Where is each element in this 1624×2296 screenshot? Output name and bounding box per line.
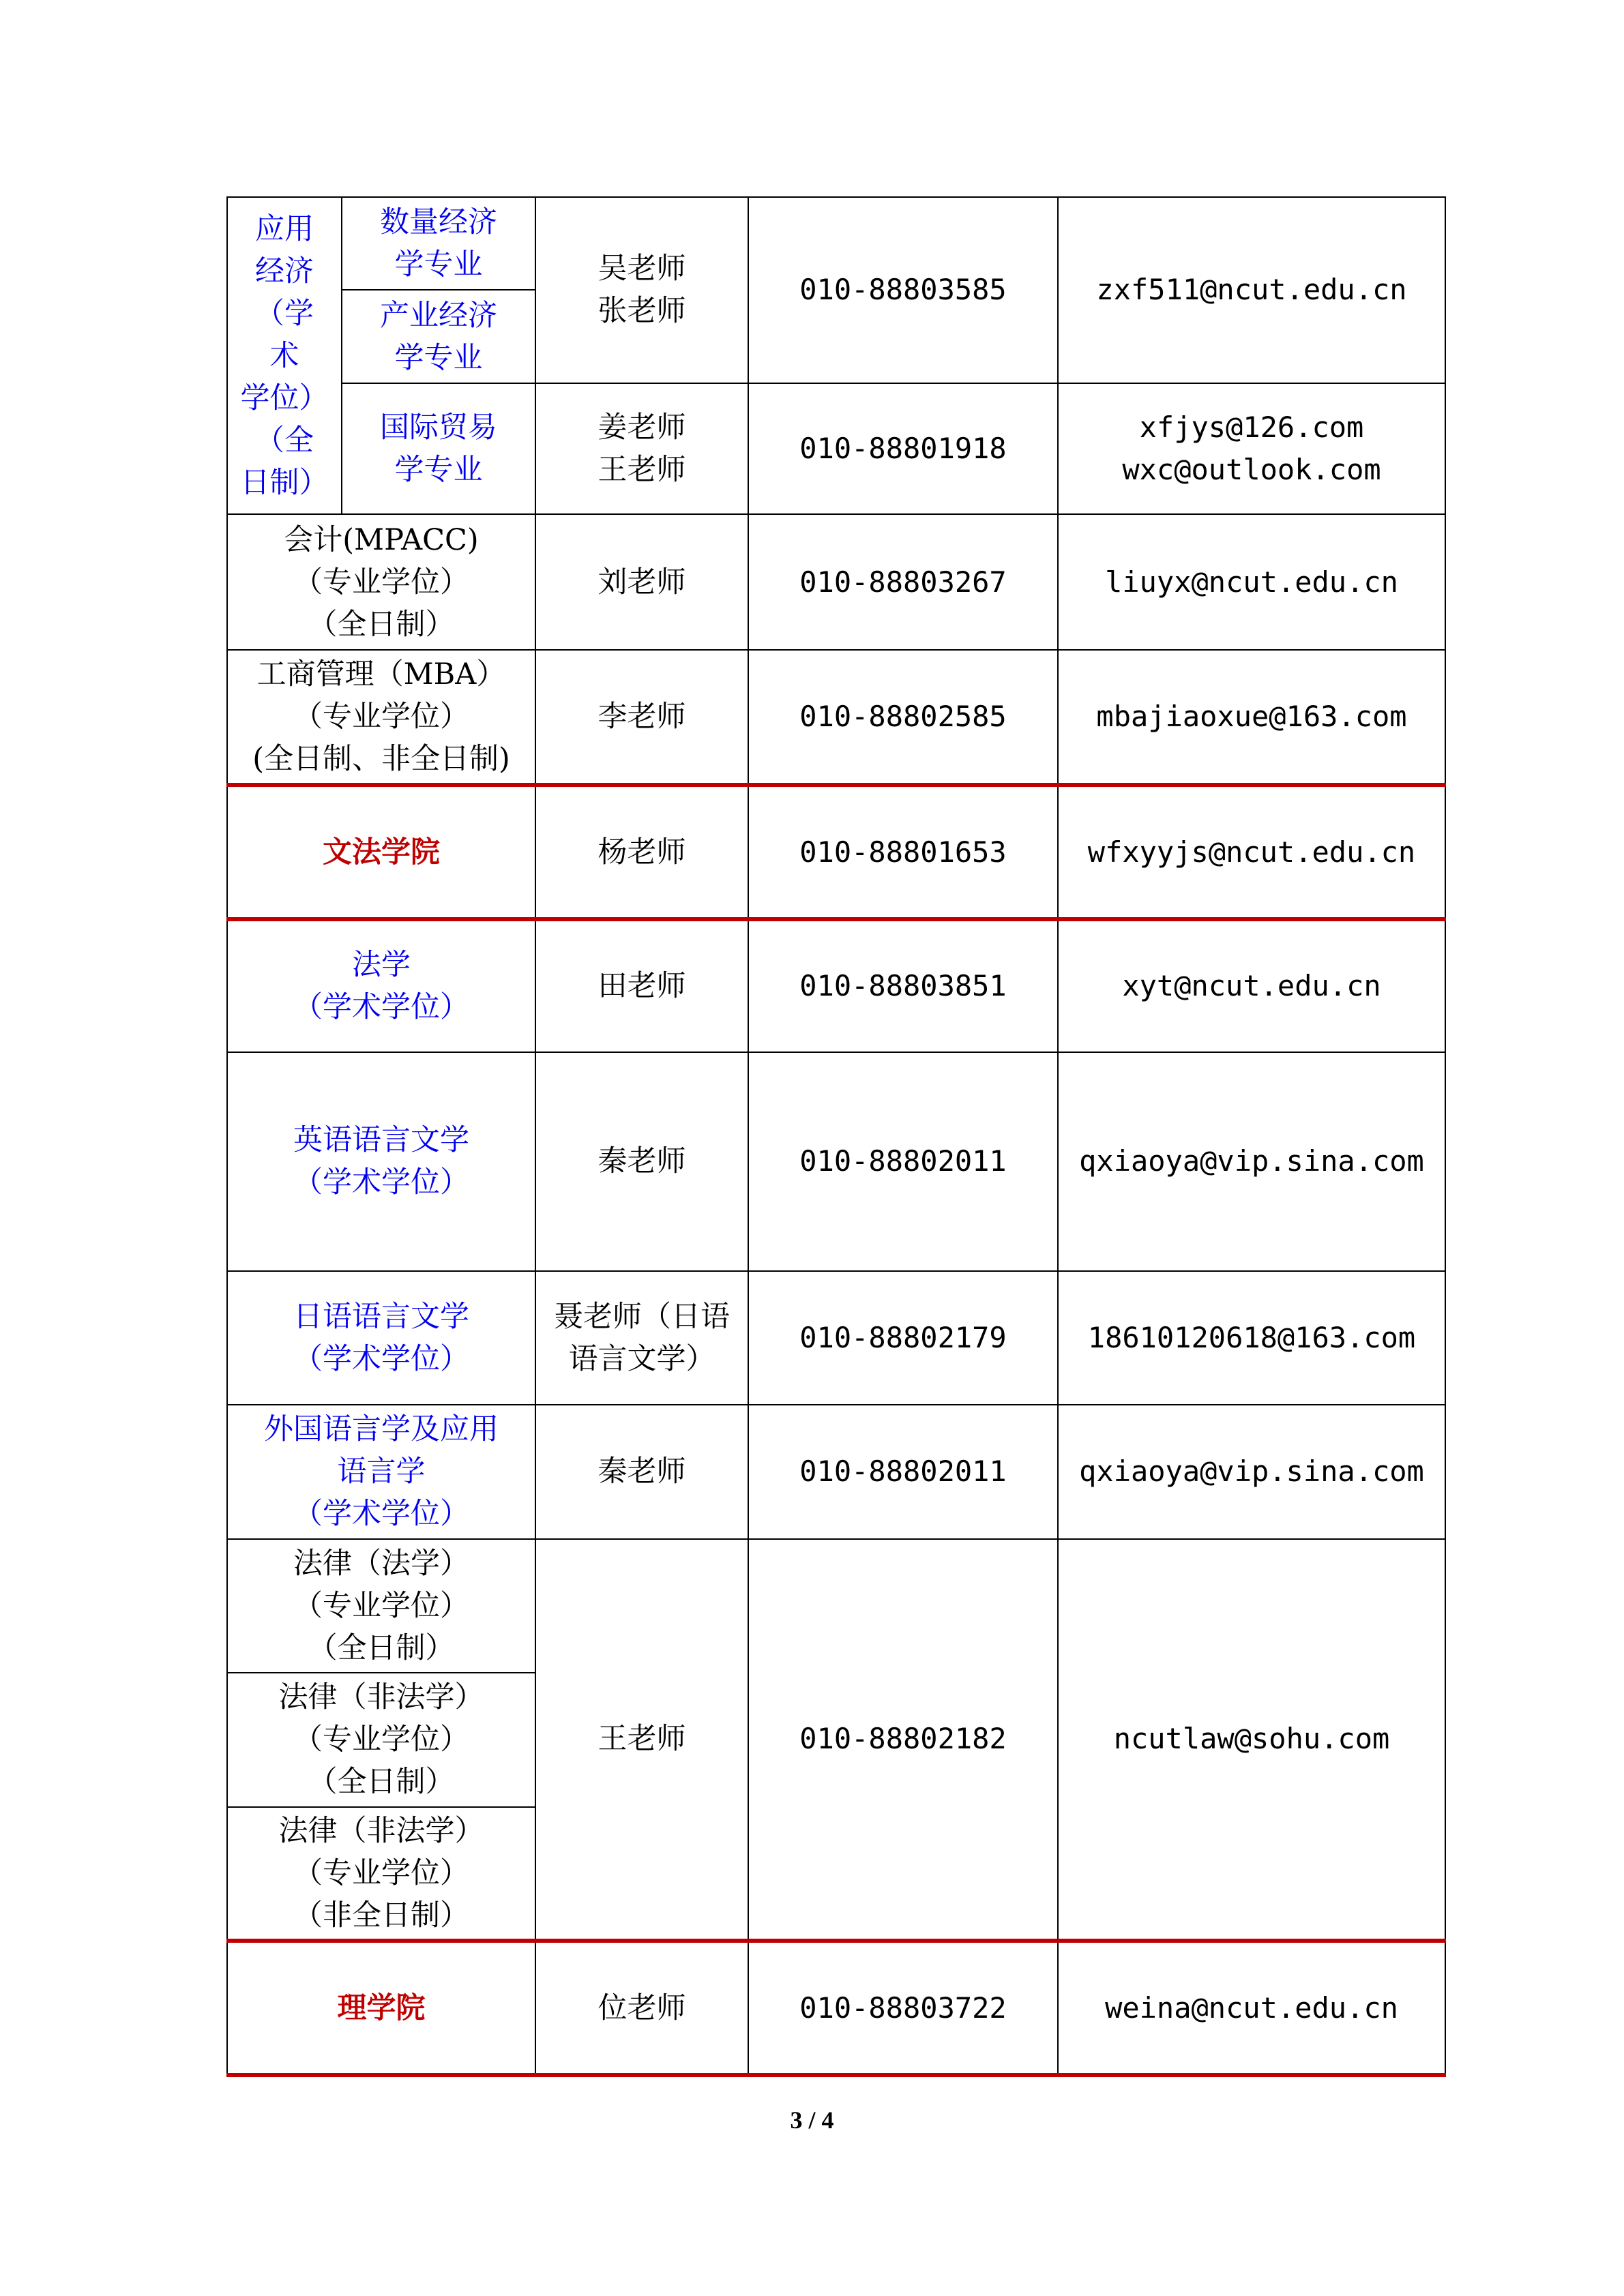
teacher-cell: 聂老师（日语 语言文学） (535, 1271, 748, 1405)
teacher-cell: 秦老师 (535, 1052, 748, 1271)
teacher-cell: 刘老师 (535, 514, 748, 650)
teacher-cell: 王老师 (535, 1539, 748, 1941)
email-cell: xyt@ncut.edu.cn (1058, 919, 1445, 1052)
major-cell: 法学 （学术学位） (227, 919, 535, 1052)
table-row (227, 514, 1445, 650)
major-cell: 国际贸易 学专业 (342, 383, 535, 515)
phone-cell: 010-88801653 (748, 785, 1058, 919)
page-number: 3 / 4 (790, 2106, 834, 2134)
table-row (227, 785, 1445, 919)
email-cell: weina@ncut.edu.cn (1058, 1941, 1445, 2075)
phone-cell: 010-88801918 (748, 383, 1058, 515)
table-row (227, 383, 1445, 515)
phone-cell: 010-88802585 (748, 650, 1058, 786)
major-cell: 法律（非法学） （专业学位） （全日制） (227, 1673, 535, 1807)
table-row (227, 1271, 1445, 1405)
table-row (227, 650, 1445, 786)
college-heading: 文法学院 (227, 785, 535, 919)
phone-cell: 010-88802182 (748, 1539, 1058, 1941)
teacher-cell: 杨老师 (535, 785, 748, 919)
teacher-cell: 李老师 (535, 650, 748, 786)
teacher-cell: 田老师 (535, 919, 748, 1052)
major-cell: 工商管理（MBA） （专业学位） (全日制、非全日制) (227, 650, 535, 786)
phone-cell: 010-88802011 (748, 1405, 1058, 1539)
table-row (227, 1539, 1445, 1673)
email-cell: 18610120618@163.com (1058, 1271, 1445, 1405)
major-cell: 法律（非法学） （专业学位） （非全日制） (227, 1807, 535, 1941)
table-row (227, 919, 1445, 1052)
major-cell: 产业经济 学专业 (342, 290, 535, 383)
college-heading: 理学院 (227, 1941, 535, 2075)
table-row (227, 197, 1445, 290)
email-cell: qxiaoya@vip.sina.com (1058, 1052, 1445, 1271)
email-cell: xfjys@126.com wxc@outlook.com (1058, 383, 1445, 515)
phone-cell: 010-88803585 (748, 197, 1058, 383)
email-cell: ncutlaw@sohu.com (1058, 1539, 1445, 1941)
phone-cell: 010-88802179 (748, 1271, 1058, 1405)
table-row (227, 1405, 1445, 1539)
teacher-cell: 姜老师 王老师 (535, 383, 748, 515)
major-cell: 会计(MPACC) （专业学位） （全日制） (227, 514, 535, 650)
table-row (227, 1052, 1445, 1271)
email-cell: qxiaoya@vip.sina.com (1058, 1405, 1445, 1539)
table-row (227, 1941, 1445, 2075)
major-cell: 数量经济 学专业 (342, 197, 535, 290)
teacher-cell: 秦老师 (535, 1405, 748, 1539)
email-cell: mbajiaoxue@163.com (1058, 650, 1445, 786)
major-cell: 外国语言学及应用 语言学 （学术学位） (227, 1405, 535, 1539)
phone-cell: 010-88803722 (748, 1941, 1058, 2075)
major-cell: 日语语言文学 （学术学位） (227, 1271, 535, 1405)
teacher-cell: 吴老师 张老师 (535, 197, 748, 383)
phone-cell: 010-88803267 (748, 514, 1058, 650)
teacher-cell: 位老师 (535, 1941, 748, 2075)
email-cell: zxf511@ncut.edu.cn (1058, 197, 1445, 383)
applied-economics-cell: 应用 经济 （学 术 学位） （全 日制） (227, 197, 342, 514)
contact-table (226, 196, 1445, 2077)
phone-cell: 010-88802011 (748, 1052, 1058, 1271)
email-cell: wfxyyjs@ncut.edu.cn (1058, 785, 1445, 919)
phone-cell: 010-88803851 (748, 919, 1058, 1052)
major-cell: 英语语言文学 （学术学位） (227, 1052, 535, 1271)
major-cell: 法律（法学） （专业学位） （全日制） (227, 1539, 535, 1673)
email-cell: liuyx@ncut.edu.cn (1058, 514, 1445, 650)
